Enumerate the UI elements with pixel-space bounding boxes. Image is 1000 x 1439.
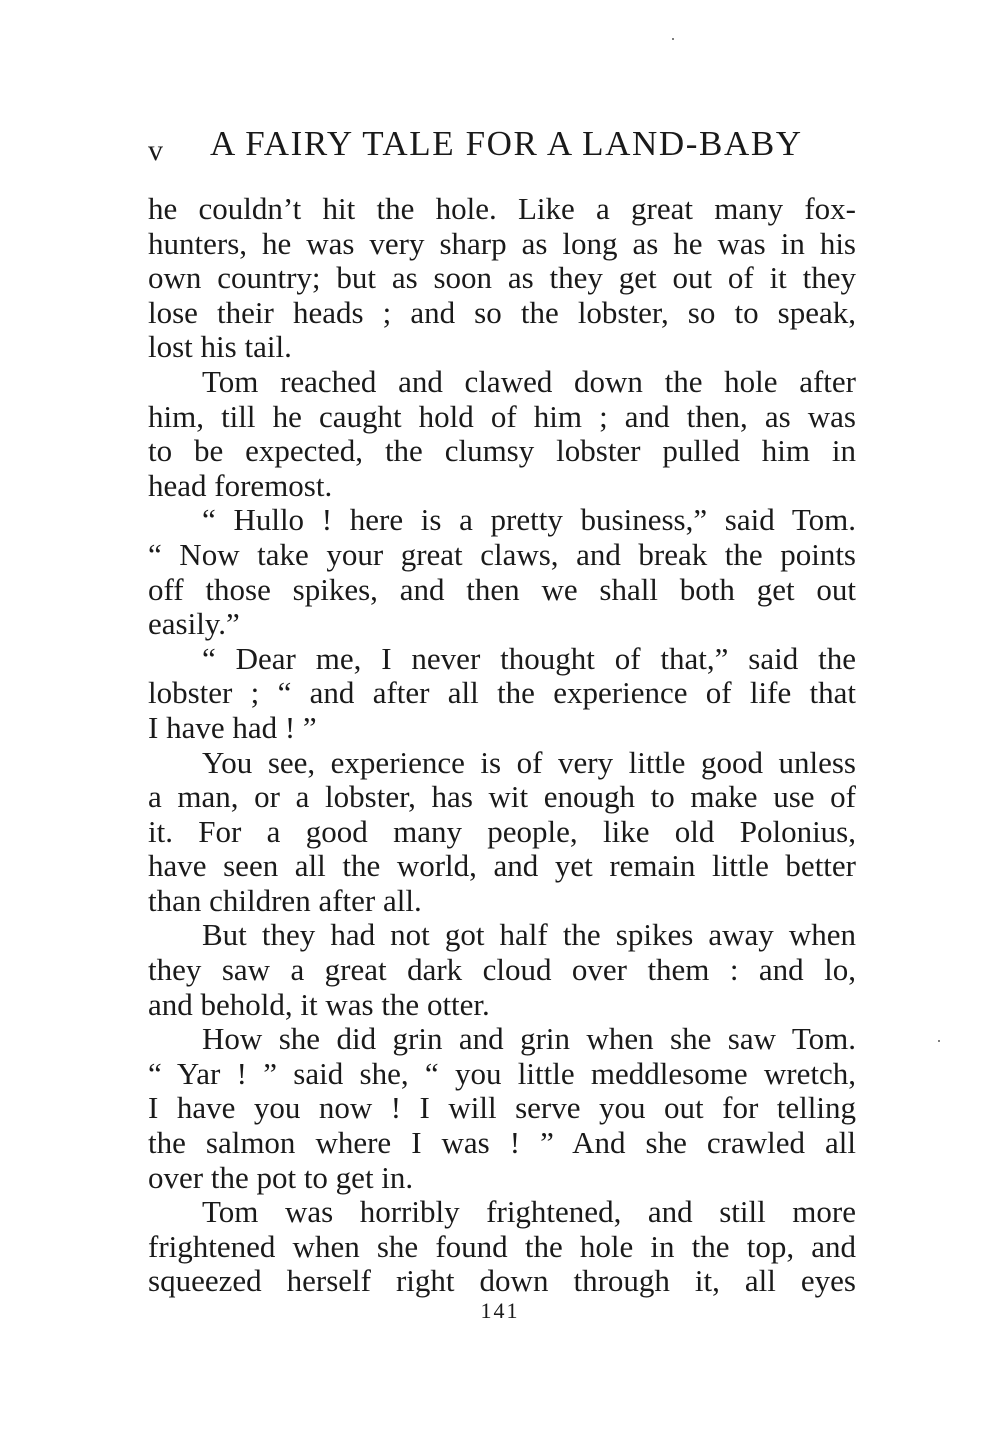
text-line: and behold, it was the otter. [148, 986, 490, 1022]
text-line: him, till he caught hold of him ; and then, as was [148, 398, 856, 434]
text-line: the salmon where I was ! ” And she crawled all [148, 1125, 856, 1161]
text-line: he couldn’t hit the hole. Like a great many fox- [148, 191, 856, 226]
running-head [148, 124, 856, 174]
text-line: lose their heads ; and so the lobster, so to speak, [148, 294, 856, 330]
text-line: head foremost. [148, 467, 333, 503]
text-line: easily.” [148, 606, 240, 642]
text-line: “ Hullo ! here is a pretty business,” said Tom. [202, 502, 856, 538]
text-line: off those spikes, and then we shall both get out [148, 571, 856, 607]
text-line: Tom reached and clawed down the hole after [202, 363, 856, 399]
text-line: lobster ; “ and after all the experience of life that [148, 675, 856, 711]
text-line: “ Yar ! ” said she, “ you little meddlesome wretch, [148, 1055, 856, 1091]
text-line: it. For a good many people, like old Polonius, [148, 813, 856, 849]
text-line: a man, or a lobster, has wit enough to make use of [148, 779, 856, 815]
text-line: “ Now take your great claws, and break the points [148, 536, 856, 572]
text-line: But they had not got half the spikes away when [202, 917, 856, 953]
text-line: “ Dear me, I never thought of that,” said the [202, 640, 856, 676]
text-line: How she did grin and grin when she saw Tom. [202, 1021, 856, 1057]
text-line: frightened when she found the hole in the top, and [148, 1228, 856, 1264]
text-line: hunters, he was very sharp as long as he was in his [148, 225, 856, 261]
text-line: over the pot to get in. [148, 1159, 414, 1195]
running-title: A FAIRY TALE FOR A LAND-BABY [210, 124, 803, 163]
text-line: than children after all. [148, 882, 422, 918]
text-line: I have had ! ” [148, 709, 317, 745]
text-line: I have you now ! I will serve you out for telling [148, 1090, 856, 1126]
print-speck [672, 38, 674, 40]
text-line: squeezed herself right down through it, all eyes [148, 1263, 856, 1299]
body-text [148, 192, 856, 1299]
text-line: own country; but as soon as they get out of it they [148, 260, 856, 296]
text-line: to be expected, the clumsy lobster pulled him in [148, 433, 856, 469]
text-line: they saw a great dark cloud over them : and lo, [148, 952, 856, 988]
text-line: You see, experience is of very little good unless [202, 744, 856, 780]
text-line: Tom was horribly frightened, and still more [202, 1194, 856, 1230]
text-line: have seen all the world, and yet remain little better [148, 848, 856, 884]
print-speck [938, 1040, 940, 1042]
page-number: 141 [480, 1298, 520, 1323]
text-line: lost his tail. [148, 329, 292, 365]
chapter-number: v [148, 134, 164, 167]
